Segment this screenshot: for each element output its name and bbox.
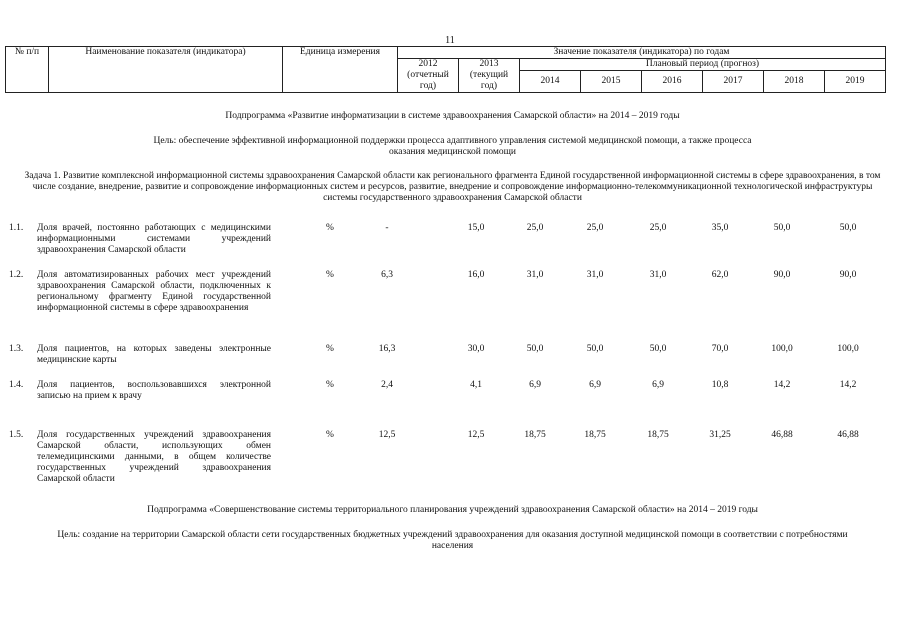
row-value-2012: 6,3 — [381, 270, 393, 280]
row-value-2014: 31,0 — [526, 270, 544, 280]
row-name: Доля автоматизированных рабочих мест учреждений здравоохранения Самарской области, подключенных к региональному фрагменту Единой государственной информационной системы в сфере здравоохранения — [37, 270, 271, 313]
task-1: Задача 1. Развитие комплексной информационной системы здравоохранения Самарской области как регионального фрагмента Единой государственной информационной системы в сфере здравоохранения, в том числе создание, внедрение, развитие и сопровождение информационных систем и ресурсов, развитие, внедрение и сопровождение информационно-телекоммуникационной технологической инфраструктуры системы государственного здравоохранения Самарской области — [24, 171, 881, 203]
row-value-2012: - — [385, 223, 389, 233]
row-value-2013: 12,5 — [467, 430, 485, 440]
row-num: 1.1. — [9, 223, 24, 233]
row-value-2014: 25,0 — [526, 223, 544, 233]
row-value-2019: 14,2 — [839, 380, 857, 390]
goal-1: Цель: обеспечение эффективной информационной поддержки процесса адаптивного управления системой медицинской помощи, а также процесса оказания медицинской помощи — [153, 136, 752, 157]
goal-2: Цель: создание на территории Самарской области сети государственных бюджетных учреждений здравоохранения для оказания доступной медицинской помощи в соответствии с потребностями населения — [57, 530, 848, 551]
row-unit: % — [326, 270, 334, 280]
row-value-2013: 16,0 — [467, 270, 485, 280]
col-2012: 2012 (отчетный год) — [398, 59, 459, 93]
row-value-2017: 31,25 — [709, 430, 731, 440]
col-2018: 2018 — [764, 71, 825, 93]
row-value-2016: 31,0 — [649, 270, 667, 280]
row-value-2013: 15,0 — [467, 223, 485, 233]
row-value-2014: 6,9 — [529, 380, 541, 390]
row-num: 1.2. — [9, 270, 24, 280]
row-value-2019: 100,0 — [837, 344, 859, 354]
row-value-2016: 50,0 — [649, 344, 667, 354]
row-unit: % — [326, 430, 334, 440]
subprogram-1-title: Подпрограмма «Развитие информатизации в системе здравоохранения Самарской области» на 2014 – 2019 годы — [225, 111, 680, 121]
col-2019: 2019 — [825, 71, 886, 93]
row-value-2019: 46,88 — [837, 430, 859, 440]
row-num: 1.4. — [9, 380, 24, 390]
row-value-2017: 35,0 — [711, 223, 729, 233]
row-value-2017: 70,0 — [711, 344, 729, 354]
row-value-2018: 90,0 — [773, 270, 791, 280]
row-value-2015: 50,0 — [586, 344, 604, 354]
subprogram-2-title: Подпрограмма «Совершенствование системы территориального планирования учреждений здравоохранения Самарской области» на 2014 – 2019 годы — [147, 505, 758, 515]
page-number: 11 — [445, 35, 455, 46]
row-value-2014: 50,0 — [526, 344, 544, 354]
row-unit: % — [326, 223, 334, 233]
col-2014: 2014 — [520, 71, 581, 93]
row-value-2016: 18,75 — [647, 430, 669, 440]
row-name: Доля пациентов, на которых заведены электронные медицинские карты — [37, 344, 271, 365]
row-value-2016: 25,0 — [649, 223, 667, 233]
row-value-2018: 100,0 — [771, 344, 793, 354]
row-value-2015: 31,0 — [586, 270, 604, 280]
col-2013: 2013 (текущий год) — [459, 59, 520, 93]
row-name: Доля государственных учреждений здравоохранения Самарской области, использующих обмен телемедицинскими данными, в общем количестве государственных учреждений здравоохранения Самарской области — [37, 430, 271, 484]
row-value-2017: 10,8 — [711, 380, 729, 390]
row-value-2018: 14,2 — [773, 380, 791, 390]
row-value-2015: 25,0 — [586, 223, 604, 233]
row-num: 1.3. — [9, 344, 24, 354]
row-value-2013: 30,0 — [467, 344, 485, 354]
values-title: Значение показателя (индикатора) по годам — [398, 47, 886, 59]
plan-period: Плановый период (прогноз) — [520, 59, 886, 71]
row-value-2012: 12,5 — [378, 430, 396, 440]
row-name: Доля пациентов, воспользовавшихся электронной записью на прием к врачу — [37, 380, 271, 401]
col-2016: 2016 — [642, 71, 703, 93]
row-value-2017: 62,0 — [711, 270, 729, 280]
row-value-2018: 46,88 — [771, 430, 793, 440]
row-unit: % — [326, 344, 334, 354]
row-value-2015: 18,75 — [584, 430, 606, 440]
row-value-2012: 2,4 — [381, 380, 393, 390]
col-name-header: Наименование показателя (индикатора) — [49, 47, 283, 93]
header-table — [5, 46, 886, 93]
col-2017: 2017 — [703, 71, 764, 93]
row-value-2019: 50,0 — [839, 223, 857, 233]
col-2015: 2015 — [581, 71, 642, 93]
row-value-2012: 16,3 — [378, 344, 396, 354]
row-unit: % — [326, 380, 334, 390]
row-num: 1.5. — [9, 430, 24, 440]
col-unit-header: Единица измерения — [283, 47, 398, 93]
row-value-2016: 6,9 — [652, 380, 664, 390]
row-value-2019: 90,0 — [839, 270, 857, 280]
row-value-2018: 50,0 — [773, 223, 791, 233]
row-value-2013: 4,1 — [470, 380, 482, 390]
col-num-header: № п/п — [6, 47, 49, 93]
row-value-2014: 18,75 — [524, 430, 546, 440]
row-name: Доля врачей, постоянно работающих с медицинскими информационными системами учреждений здравоохранения Самарской области — [37, 223, 271, 255]
row-value-2015: 6,9 — [589, 380, 601, 390]
